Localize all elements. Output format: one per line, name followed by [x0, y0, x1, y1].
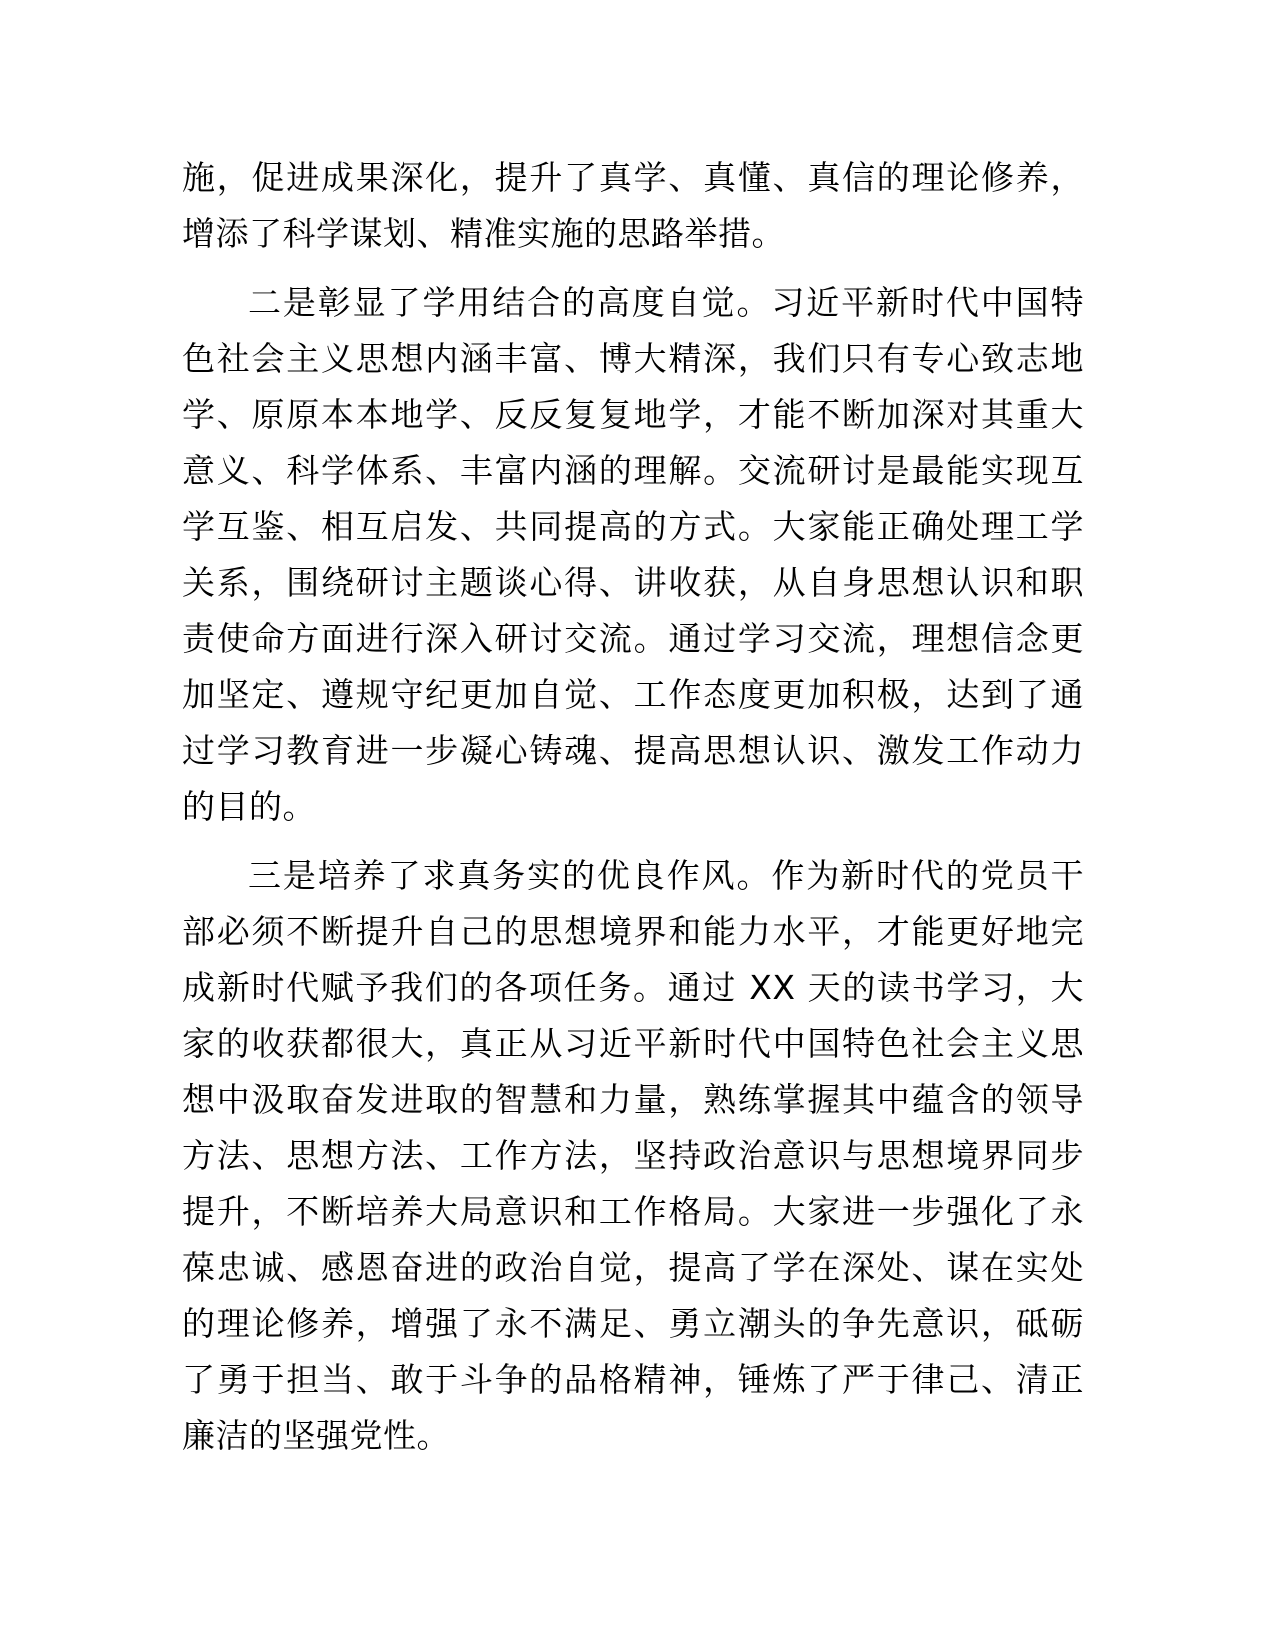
paragraph-point-three: 三是培养了求真务实的优良作风。作为新时代的党员干部必须不断提升自己的思想境界和能力水平，才能更好地完成新时代赋予我们的各项任务。通过 XX 天的读书学习，大家的收获都很大，真正从习近平新时代中国特色社会主义思想中汲取奋发进取的智慧和力量，熟练掌握其中蕴含的领导方法、思想方法、工作方法，坚持政治意识与思想境界同步提升，不断培养大局意识和工作格局。大家进一步强化了永葆忠诚、感恩奋进的政治自觉，提高了学在深处、谋在实处的理论修养，增强了永不满足、勇立潮头的争先意识，砥砺了勇于担当、敢于斗争的品格精神，锤炼了严于律己、清正廉洁的坚强党性。: [182, 856, 1084, 1455]
document-body: [182, 150, 1084, 1477]
paragraph-continuation: 施，促进成果深化，提升了真学、真懂、真信的理论修养，增添了科学谋划、精准实施的思路举措。: [182, 158, 1084, 253]
paragraph-point-two: 二是彰显了学用结合的高度自觉。习近平新时代中国特色社会主义思想内涵丰富、博大精深，我们只有专心致志地学、原原本本地学、反反复复地学，才能不断加深对其重大意义、科学体系、丰富内涵的理解。交流研讨是最能实现互学互鉴、相互启发、共同提高的方式。大家能正确处理工学关系，围绕研讨主题谈心得、讲收获，从自身思想认识和职责使命方面进行深入研讨交流。通过学习交流，理想信念更加坚定、遵规守纪更加自觉、工作态度更加积极，达到了通过学习教育进一步凝心铸魂、提高思想认识、激发工作动力的目的。: [182, 283, 1084, 826]
